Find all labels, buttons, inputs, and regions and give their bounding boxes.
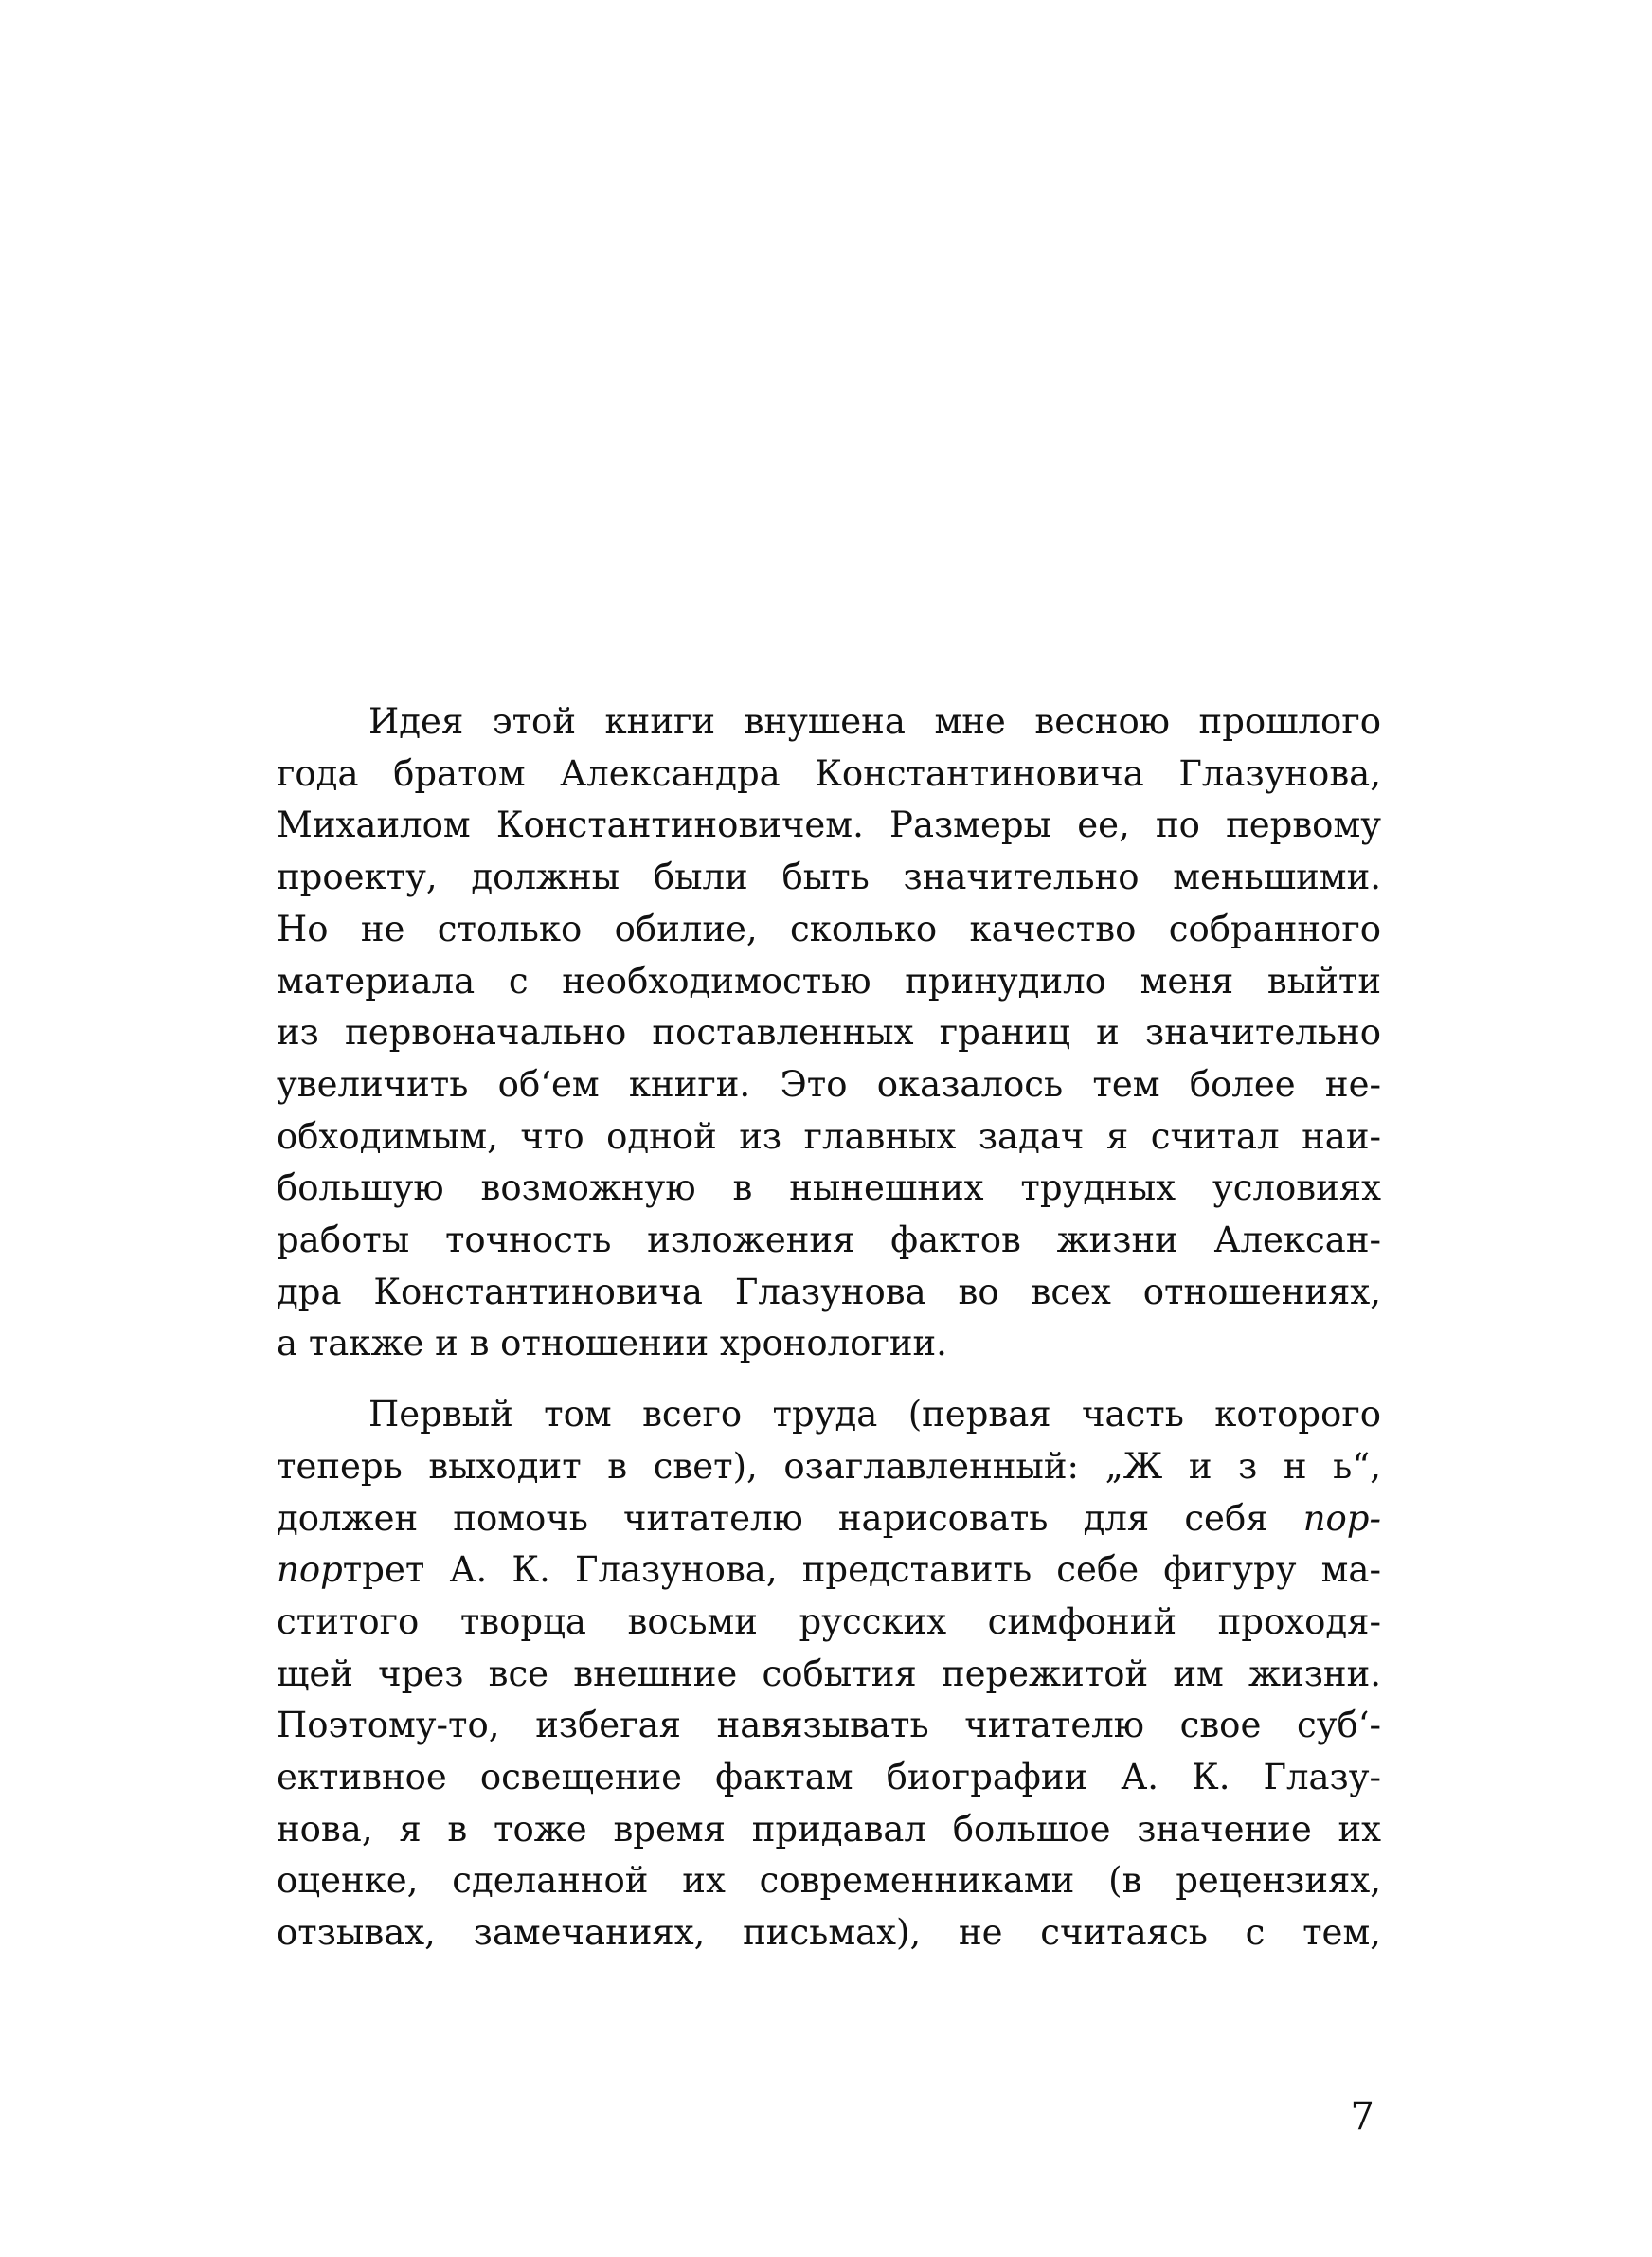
text-line: материала с необходимостью принудило меня выйти: [277, 960, 1381, 1002]
italic-word: пор: [277, 1549, 343, 1591]
text-line: [277, 1493, 1381, 1545]
text-line: отзывах, замечаниях, письмах), не считаясь с тем,: [277, 1912, 1381, 1954]
text-line: Первый том всего труда (первая часть которого: [368, 1394, 1381, 1435]
text-line: года братом Александра Константиновича Глазунова,: [277, 752, 1381, 794]
text-line: дра Константиновича Глазунова во всех отношениях,: [277, 1271, 1381, 1312]
text-line-start: должен помочь читателю нарисовать для себя: [277, 1497, 1268, 1539]
text-line: а также и в отношении хронологии.: [277, 1323, 947, 1364]
text-line: оценке, сделанной их современниками (в рецензиях,: [277, 1860, 1381, 1902]
body-text: [277, 696, 1381, 1959]
text-line: теперь выходит в свет), озаглавленный: „Ж и з н ь“,: [277, 1445, 1381, 1487]
text-line: большую возможную в нынешних трудных условиях: [277, 1167, 1381, 1209]
text-line-rest: трет А. К. Глазунова, представить себе фигуру ма-: [342, 1549, 1381, 1591]
text-line: Идея этой книги внушена мне весною прошлого: [368, 701, 1381, 742]
text-line: из первоначально поставленных границ и значительно: [277, 1012, 1381, 1054]
page-number: 7: [1350, 2095, 1374, 2139]
text-line: [277, 1544, 1381, 1597]
paragraph-1: [277, 696, 1381, 1370]
text-line: щей чрез все внешние события пережитой им жизни.: [277, 1652, 1381, 1694]
text-line: Поэтому-то, избегая навязывать читателю свое суб‘-: [277, 1705, 1381, 1746]
text-line: обходимым, что одной из главных задач я считал наи-: [277, 1115, 1381, 1157]
text-line: работы точность изложения фактов жизни Алексан-: [277, 1219, 1381, 1261]
text-line: проекту, должны были быть значительно меньшими.: [277, 857, 1381, 898]
text-line: Но не столько обилие, сколько качество собранного: [277, 908, 1381, 949]
italic-word: пор-: [1302, 1497, 1381, 1539]
text-line: нова, я в тоже время придавал большое значение их: [277, 1808, 1381, 1850]
text-line: ститого творца восьми русских симфоний проходя-: [277, 1600, 1381, 1642]
text-line: увеличить об‘ем книги. Это оказалось тем более не-: [277, 1063, 1381, 1105]
paragraph-2: [277, 1389, 1381, 1959]
text-line: ективное освещение фактам биографии А. К. Глазу-: [277, 1757, 1381, 1798]
text-line: Михаилом Константиновичем. Размеры ее, по первому: [277, 804, 1381, 846]
